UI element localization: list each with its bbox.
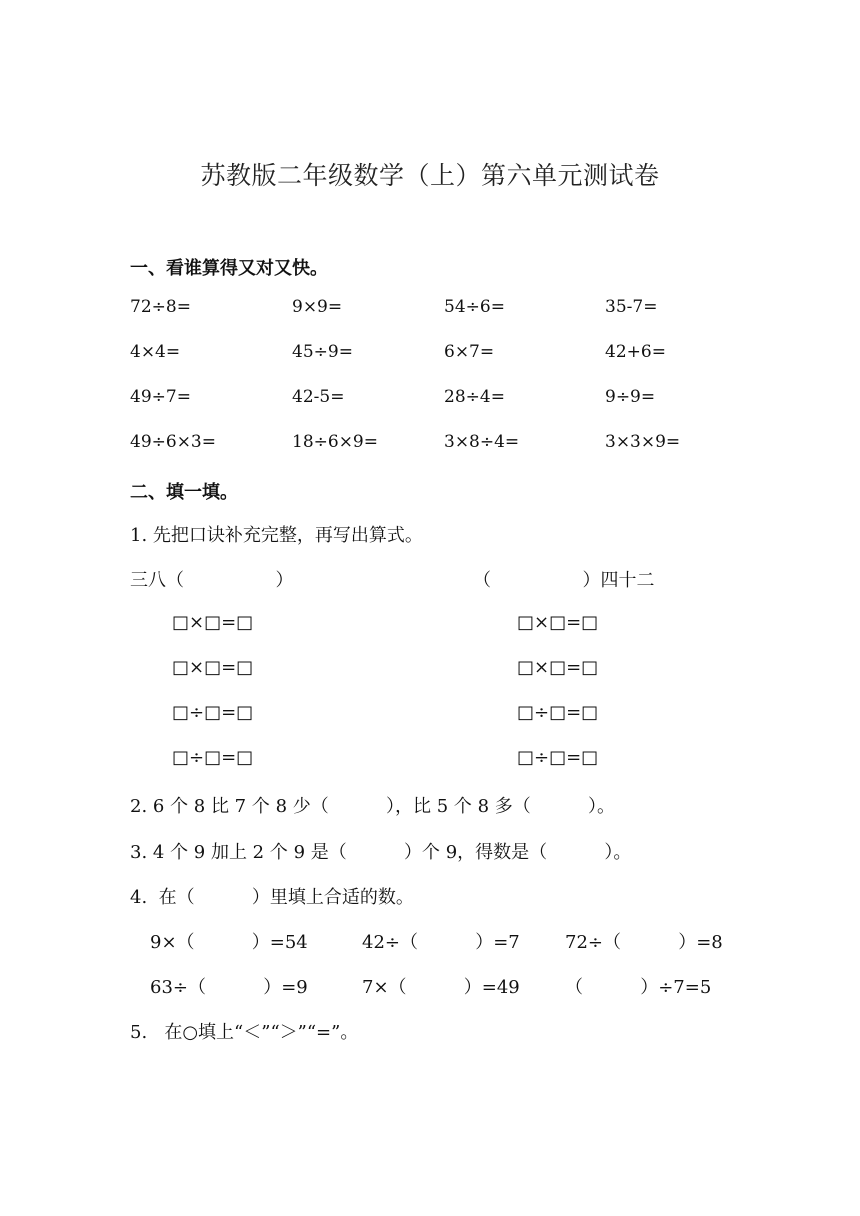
calc-item: 9÷9=	[605, 387, 656, 407]
fill-blank-item: （ ）÷7=5	[565, 977, 712, 998]
equation-box-right: □×□=□	[517, 612, 599, 633]
equation-box-left: □×□=□	[172, 657, 254, 678]
calc-item: 42+6=	[605, 342, 666, 362]
section1-heading: 一、看谁算得又对又快。	[130, 258, 328, 279]
section2-heading: 二、填一填。	[130, 482, 238, 503]
equation-box-left: □×□=□	[172, 612, 254, 633]
question-4: 4. 在（ ）里填上合适的数。	[130, 887, 414, 908]
fill-blank-item: 9×（ ）=54	[150, 932, 308, 953]
calc-item: 49÷7=	[130, 387, 191, 407]
calc-item: 54÷6=	[444, 297, 505, 317]
fill-blank-item: 7×（ ）=49	[362, 977, 520, 998]
calc-item: 28÷4=	[444, 387, 505, 407]
equation-box-right: □×□=□	[517, 657, 599, 678]
question-2: 2. 6 个 8 比 7 个 8 少（ ），比 5 个 8 多（ ）。	[130, 796, 615, 817]
calc-item: 35-7=	[605, 297, 658, 317]
calc-item: 45÷9=	[292, 342, 353, 362]
rhyme-right: （ ）四十二	[473, 570, 655, 591]
calc-item: 4×4=	[130, 342, 181, 362]
page-title: 苏教版二年级数学（上）第六单元测试卷	[200, 161, 660, 190]
calc-item: 72÷8=	[130, 297, 191, 317]
question-5: 5. 在○填上“＜”“＞”“=”。	[130, 1022, 359, 1043]
fill-blank-item: 42÷（ ）=7	[362, 932, 520, 953]
equation-box-right: □÷□=□	[517, 702, 599, 723]
equation-box-left: □÷□=□	[172, 702, 254, 723]
calc-item: 18÷6×9=	[292, 432, 378, 452]
rhyme-left: 三八（ ）	[130, 570, 294, 591]
calc-item: 6×7=	[444, 342, 495, 362]
question-1: 1. 先把口诀补充完整，再写出算式。	[130, 525, 423, 546]
calc-item: 3×3×9=	[605, 432, 681, 452]
fill-blank-item: 72÷（ ）=8	[565, 932, 723, 953]
calc-item: 49÷6×3=	[130, 432, 216, 452]
calc-item: 42-5=	[292, 387, 345, 407]
question-3: 3. 4 个 9 加上 2 个 9 是（ ）个 9，得数是（ ）。	[130, 842, 632, 863]
equation-box-left: □÷□=□	[172, 747, 254, 768]
fill-blank-item: 63÷（ ）=9	[150, 977, 308, 998]
calc-item: 3×8÷4=	[444, 432, 520, 452]
calc-item: 9×9=	[292, 297, 343, 317]
equation-box-right: □÷□=□	[517, 747, 599, 768]
